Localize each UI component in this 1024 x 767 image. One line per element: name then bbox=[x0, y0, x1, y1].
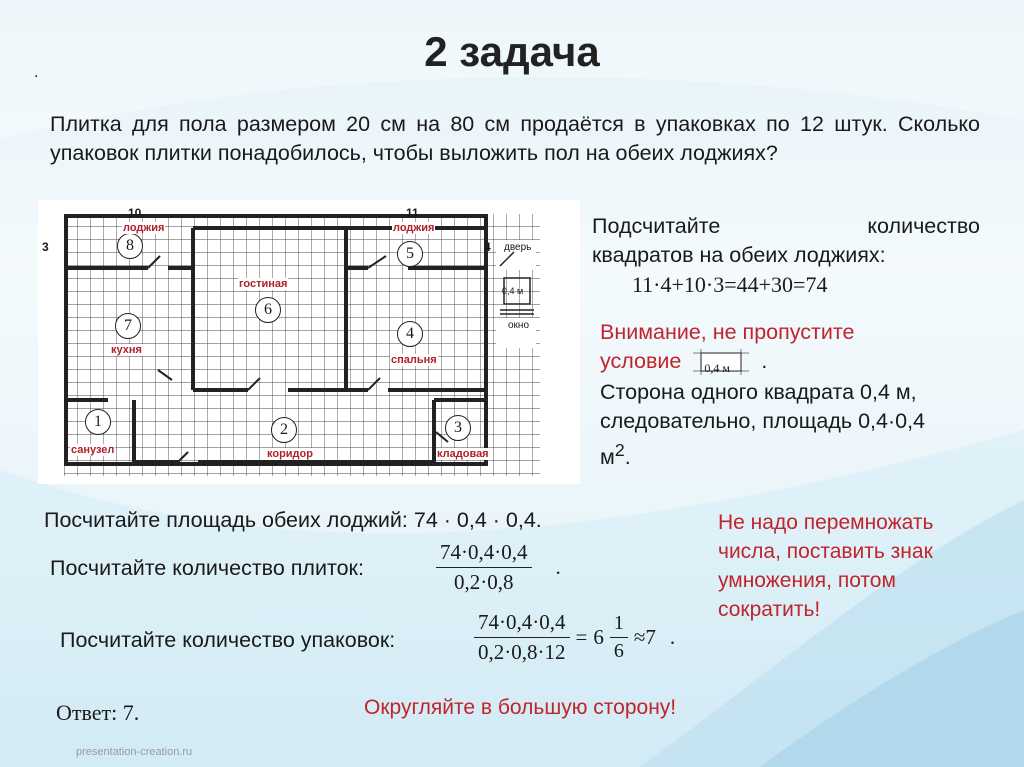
tiles-numerator: 74·0,4·0,4 bbox=[436, 540, 532, 568]
packs-denominator: 0,2·0,8·12 bbox=[478, 640, 566, 664]
room-label-5: лоджия bbox=[393, 222, 435, 234]
legend-size-label: 0,4 м bbox=[502, 286, 524, 296]
mini-grid-square bbox=[693, 349, 749, 375]
slide-title: 2 задача bbox=[424, 28, 600, 75]
room-number-4: 4 bbox=[397, 321, 423, 347]
floor-plan bbox=[38, 200, 580, 484]
room-label-3: кладовая bbox=[437, 448, 489, 460]
mini-grid-label: 0,4 м bbox=[704, 361, 730, 376]
attention-end: . bbox=[761, 349, 768, 373]
room-label-2: коридор bbox=[267, 448, 313, 460]
dim-left: 3 bbox=[42, 240, 49, 254]
legend-window-label: окно bbox=[508, 320, 530, 331]
warning-note: Не надо перемножать числа, поставить знак умножения, потом сократить! bbox=[718, 511, 934, 621]
squares-formula: 11·4+10·3=44+30=74 bbox=[632, 272, 828, 297]
step-tiles-label: Посчитайте количество плиток: bbox=[50, 556, 364, 580]
room-number-1: 1 bbox=[85, 409, 111, 435]
packs-fraction bbox=[474, 610, 570, 665]
dim-top-right: 11 bbox=[406, 206, 419, 220]
side-note-end: . bbox=[624, 445, 631, 470]
room-label-1: санузел bbox=[71, 444, 115, 456]
answer: Ответ: 7. bbox=[56, 700, 140, 725]
dim-top-left: 10 bbox=[128, 206, 142, 220]
packs-whole: 6 bbox=[593, 625, 604, 649]
room-number-2: 2 bbox=[271, 417, 297, 443]
bullet-dot: . bbox=[34, 64, 39, 81]
packs-fraction-row bbox=[474, 610, 675, 665]
tiles-end: . bbox=[555, 555, 561, 579]
side-note-text: Сторона одного квадрата 0,4 м, следовательно, площадь 0,4·0,4 м bbox=[600, 380, 926, 470]
hint-word-2: количество bbox=[867, 214, 980, 238]
tiles-fraction-row bbox=[436, 540, 561, 595]
attention-line-1: Внимание, не пропустите bbox=[600, 320, 855, 344]
packs-equals: = bbox=[575, 625, 588, 649]
room-label-6: гостиная bbox=[239, 278, 288, 290]
side-note bbox=[600, 378, 960, 472]
room-label-4: спальня bbox=[391, 354, 437, 366]
room-label-7: кухня bbox=[111, 344, 142, 356]
room-label-8: лоджия bbox=[123, 222, 165, 234]
step-packs-label: Посчитайте количество упаковок: bbox=[60, 628, 396, 652]
hint-line-2: квадратов на обеих лоджиях: bbox=[592, 243, 886, 267]
room-number-7: 7 bbox=[115, 313, 141, 339]
room-number-6: 6 bbox=[255, 297, 281, 323]
dim-right: 4 bbox=[484, 240, 491, 254]
room-number-8: 8 bbox=[117, 233, 143, 259]
footer-watermark: presentation-creation.ru bbox=[76, 746, 193, 758]
hint-word-1: Подсчитайте bbox=[592, 214, 721, 238]
tiles-fraction bbox=[436, 540, 532, 595]
tiles-denominator: 0,2·0,8 bbox=[454, 570, 514, 594]
step-area: Посчитайте площадь обеих лоджий: 74 · 0,4 · 0,4. bbox=[44, 508, 542, 532]
packs-numerator: 74·0,4·0,4 bbox=[474, 610, 570, 638]
packs-mixed-den: 6 bbox=[613, 640, 624, 662]
packs-mixed-fraction bbox=[610, 612, 628, 663]
room-number-5: 5 bbox=[397, 241, 423, 267]
packs-mixed-num: 1 bbox=[610, 612, 628, 638]
problem-statement: Плитка для пола размером 20 см на 80 см продаётся в упаковках по 12 штук. Сколько упаковок плитки понадобилось, чтобы выложить пол на обеих лоджиях? bbox=[50, 112, 980, 165]
hint-count bbox=[592, 212, 980, 270]
room-number-3: 3 bbox=[445, 415, 471, 441]
attention-line-2: условие bbox=[600, 349, 682, 373]
side-note-sup: 2 bbox=[614, 440, 625, 460]
packs-end: . bbox=[669, 625, 676, 649]
round-note: Округляйте в большую сторону! bbox=[364, 696, 677, 719]
legend-door-label: дверь bbox=[504, 242, 532, 253]
packs-approx: ≈7 bbox=[633, 625, 656, 649]
attention-note bbox=[600, 318, 960, 376]
